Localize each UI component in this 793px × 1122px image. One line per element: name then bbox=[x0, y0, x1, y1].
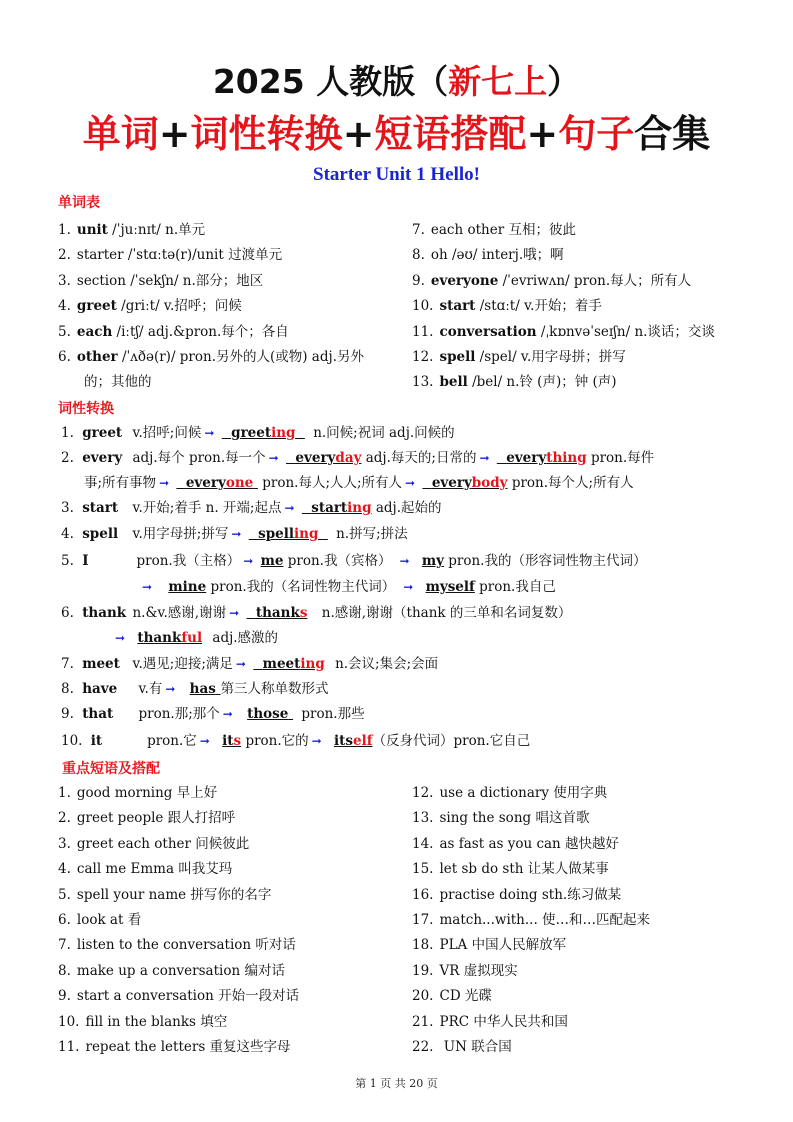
conversion-item-2-line2: 事;所有事物 ➞ everyone pron.每人;人人;所有人 ➞ everybody pron.每个人;所有人 bbox=[84, 475, 634, 491]
item-number: 9. bbox=[58, 988, 71, 1005]
conversion-item-4: 4. spell v.用字母拼;拼写 ➞ spelling n.拼写;拼法 bbox=[61, 526, 408, 542]
list-item bbox=[412, 373, 617, 391]
derived-word: starting bbox=[311, 500, 372, 516]
list-item bbox=[412, 1013, 568, 1031]
item-number: 1. bbox=[58, 222, 71, 238]
conversion-item-8: 8. have v.有 ➞ has 第三人称单数形式 bbox=[61, 681, 329, 697]
arrow-icon: ➞ bbox=[268, 451, 279, 465]
base-word: meet bbox=[82, 656, 120, 672]
headword: each bbox=[76, 323, 113, 340]
base-word: start bbox=[82, 500, 119, 516]
list-item bbox=[58, 962, 285, 980]
derived-word: everyone bbox=[185, 475, 254, 491]
item-number: 21. bbox=[412, 1013, 434, 1030]
headword: spell bbox=[439, 349, 476, 365]
item-number: 6. bbox=[58, 349, 71, 365]
definition: /iːtʃ/ adj.&pron.每个；各自 bbox=[112, 323, 289, 340]
list-item bbox=[412, 835, 619, 853]
item-number: 22. bbox=[412, 1039, 434, 1055]
list-item bbox=[58, 323, 289, 341]
phrase-text: look at 看 bbox=[76, 912, 142, 928]
title-sentences: 句子 bbox=[558, 112, 635, 156]
list-item bbox=[58, 860, 232, 878]
conversion-item-7: 7. meet v.遇见;迎接;满足 ➞ meeting n.会议;集会;会面 bbox=[61, 656, 439, 672]
title-suffix: ） bbox=[547, 62, 581, 101]
arrow-icon: ➞ bbox=[159, 476, 170, 490]
item-number: 3. bbox=[58, 272, 71, 289]
vocab-item-6-continuation: 的；其他的 bbox=[84, 374, 152, 390]
conversion-item-6-line2: ➞ thankful adj.感激的 bbox=[115, 630, 279, 646]
arrow-icon: ➞ bbox=[231, 527, 242, 541]
definition: section /ˈsekʃn/ n.部分；地区 bbox=[76, 272, 264, 289]
item-number: 16. bbox=[412, 886, 434, 903]
list-item bbox=[58, 246, 282, 264]
headword: bell bbox=[439, 374, 468, 391]
derived-word: me bbox=[260, 553, 284, 569]
definition: each other 互相；彼此 bbox=[430, 222, 576, 238]
conversion-item-3: 3. start v.开始;着手 n. 开端;起点 ➞ starting adj.起始的 bbox=[61, 500, 442, 516]
phrase-text: good morning 早上好 bbox=[76, 785, 218, 801]
list-item bbox=[412, 886, 621, 904]
phrase-text: greet people 跟人打招呼 bbox=[76, 810, 236, 827]
title-conversion: 词性转换 bbox=[190, 112, 343, 156]
item-number: 5. bbox=[58, 886, 71, 903]
phrase-text: PRC 中华人民共和国 bbox=[439, 1013, 568, 1030]
list-item bbox=[412, 809, 589, 827]
arrow-icon: ➞ bbox=[229, 606, 240, 620]
item-number: 7. bbox=[412, 222, 425, 238]
derived-word: spelling bbox=[258, 526, 319, 542]
derived-word: meeting bbox=[262, 656, 325, 672]
list-item bbox=[58, 1038, 291, 1056]
page-title-line2 bbox=[0, 110, 793, 158]
item-number: 18. bbox=[412, 937, 434, 954]
list-item bbox=[412, 784, 607, 802]
title-grade: 新七上 bbox=[448, 62, 548, 101]
item-number: 19. bbox=[412, 962, 434, 979]
list-item bbox=[412, 987, 492, 1005]
list-item bbox=[412, 1038, 512, 1056]
section-conversion-heading: 词性转换 bbox=[58, 401, 114, 417]
conversion-item-1: 1. greet v.招呼;问候 ➞ greeting n.问候;祝词 adj.问候的 bbox=[61, 425, 455, 441]
item-number: 15. bbox=[412, 861, 434, 878]
derived-word: everyday bbox=[295, 450, 362, 466]
item-number: 2. bbox=[58, 810, 71, 827]
base-word: that bbox=[82, 706, 114, 722]
phrase-text: UN 联合国 bbox=[439, 1039, 512, 1055]
list-item bbox=[412, 221, 576, 239]
derived-word: thanks bbox=[255, 605, 308, 621]
conversion-item-9: 9. that pron.那;那个 ➞ those pron.那些 bbox=[61, 706, 365, 722]
title-plus: + bbox=[526, 112, 559, 156]
definition: oh /əʊ/ interj.哦；啊 bbox=[430, 247, 564, 264]
item-number: 4. bbox=[58, 861, 71, 878]
derived-word: mine bbox=[168, 579, 207, 595]
page-footer: 第 1 页 共 20 页 bbox=[355, 1077, 438, 1090]
base-word: every bbox=[82, 450, 123, 466]
item-number: 11. bbox=[412, 323, 434, 340]
definition: /ˈjuːnɪt/ n.单元 bbox=[107, 222, 206, 238]
arrow-icon: ➞ bbox=[204, 426, 215, 440]
item-number: 13. bbox=[412, 810, 434, 827]
definition: /ˈevriwʌn/ pron.每人；所有人 bbox=[498, 272, 692, 289]
list-item bbox=[412, 962, 518, 980]
base-word: greet bbox=[82, 425, 123, 441]
list-item bbox=[58, 936, 296, 954]
item-number: 13. bbox=[412, 374, 434, 391]
arrow-icon: ➞ bbox=[284, 501, 295, 515]
arrow-icon: ➞ bbox=[399, 554, 410, 568]
phrase-text: let sb do sth 让某人做某事 bbox=[439, 861, 609, 878]
item-number: 5. bbox=[58, 323, 71, 340]
phrase-text: make up a conversation 编对话 bbox=[76, 962, 285, 979]
base-word: have bbox=[82, 681, 118, 697]
item-number: 12. bbox=[412, 785, 434, 801]
list-item bbox=[412, 860, 609, 878]
phrase-text: VR 虚拟现实 bbox=[439, 962, 518, 979]
base-word: spell bbox=[82, 526, 119, 542]
conversion-item-10: 10. it pron.它 ➞ its pron.它的 ➞ itself（反身代词）pron.它自己 bbox=[61, 733, 531, 749]
definition: starter /ˈstɑːtə(r)/unit 过渡单元 bbox=[76, 247, 283, 264]
phrase-text: repeat the letters 重复这些字母 bbox=[85, 1039, 291, 1055]
title-plus: + bbox=[342, 112, 375, 156]
list-item bbox=[58, 809, 235, 827]
phrase-text: CD 光碟 bbox=[439, 988, 492, 1005]
base-word: I bbox=[82, 553, 89, 569]
conversion-item-6: 6. thank n.&v.感谢,谢谢 ➞ thanks n.感谢,谢谢（thank 的三单和名词复数） bbox=[61, 605, 572, 621]
derived-word: itself bbox=[334, 733, 373, 749]
definition: /griːt/ v.招呼；问候 bbox=[116, 298, 242, 315]
phrase-text: as fast as you can 越快越好 bbox=[439, 835, 620, 852]
conversion-item-5: 5. I pron.我（主格） ➞ me pron.我（宾格） ➞ my pron.我的（形容词性物主代词） bbox=[61, 553, 647, 569]
list-item bbox=[412, 936, 566, 954]
title-words: 单词 bbox=[82, 112, 159, 156]
arrow-icon: ➞ bbox=[165, 682, 176, 696]
phrase-text: greet each other 问候彼此 bbox=[76, 835, 250, 852]
base-word: it bbox=[90, 733, 103, 749]
list-item bbox=[58, 1013, 227, 1031]
headword: conversation bbox=[439, 323, 537, 340]
list-item bbox=[58, 221, 205, 239]
derived-word: greeting bbox=[231, 425, 296, 441]
definition: /ˌkɒnvəˈseɪʃn/ n.谈话；交谈 bbox=[536, 323, 715, 340]
definition: /stɑːt/ v.开始；着手 bbox=[475, 298, 602, 315]
item-number: 3. bbox=[58, 835, 71, 852]
definition: /spel/ v.用字母拼；拼写 bbox=[475, 349, 626, 365]
headword: unit bbox=[76, 222, 108, 238]
headword: other bbox=[76, 349, 118, 365]
conversion-item-5-line2: ➞ mine pron.我的（名词性物主代词） ➞ myself pron.我自己 bbox=[142, 579, 556, 595]
phrase-text: call me Emma 叫我艾玛 bbox=[76, 861, 233, 878]
item-number: 2. bbox=[58, 247, 71, 264]
list-item bbox=[58, 911, 141, 929]
base-word: thank bbox=[82, 605, 127, 621]
section-phrases-heading: 重点短语及搭配 bbox=[62, 761, 160, 777]
item-number: 10. bbox=[412, 298, 434, 315]
phrase-text: match...with... 使…和…匹配起来 bbox=[439, 912, 651, 928]
list-item bbox=[58, 297, 242, 315]
phrase-text: sing the song 唱这首歌 bbox=[439, 810, 590, 827]
list-item bbox=[412, 272, 691, 290]
page-title-line1 bbox=[0, 62, 793, 102]
derived-word: everything bbox=[506, 450, 587, 466]
derived-word: myself bbox=[425, 579, 475, 595]
item-number: 8. bbox=[412, 247, 425, 264]
list-item bbox=[412, 297, 602, 315]
phrase-text: listen to the conversation 听对话 bbox=[76, 937, 296, 954]
list-item bbox=[412, 911, 650, 929]
arrow-icon: ➞ bbox=[479, 451, 490, 465]
item-number: 8. bbox=[58, 962, 71, 979]
list-item bbox=[412, 246, 564, 264]
title-plus: + bbox=[158, 112, 191, 156]
arrow-icon: ➞ bbox=[222, 707, 233, 721]
derived-word: everybody bbox=[431, 475, 508, 491]
derived-word: my bbox=[421, 553, 444, 569]
derived-word: those bbox=[247, 706, 289, 722]
list-item bbox=[58, 348, 364, 366]
derived-word: thankful bbox=[137, 630, 203, 646]
list-item bbox=[412, 323, 715, 341]
list-item bbox=[58, 886, 271, 904]
phrase-text: spell your name 拼写你的名字 bbox=[76, 886, 272, 903]
arrow-icon: ➞ bbox=[405, 476, 416, 490]
item-number: 14. bbox=[412, 835, 434, 852]
item-number: 17. bbox=[412, 912, 434, 928]
list-item bbox=[58, 987, 299, 1005]
title-prefix: 2025 人教版（ bbox=[212, 62, 449, 101]
arrow-icon: ➞ bbox=[311, 734, 322, 748]
headword: greet bbox=[76, 298, 117, 315]
definition: /bel/ n.铃 (声)；钟 (声) bbox=[467, 374, 617, 391]
derived-word: has bbox=[189, 681, 216, 697]
arrow-icon: ➞ bbox=[115, 631, 126, 645]
arrow-icon: ➞ bbox=[243, 554, 254, 568]
derived-word: its bbox=[222, 733, 242, 749]
headword: start bbox=[439, 298, 476, 315]
phrase-text: PLA 中国人民解放军 bbox=[439, 937, 567, 954]
arrow-icon: ➞ bbox=[199, 734, 210, 748]
phrase-text: practise doing sth.练习做某 bbox=[439, 886, 622, 903]
item-number: 12. bbox=[412, 349, 434, 365]
title-collection: 合集 bbox=[634, 112, 711, 156]
phrase-text: use a dictionary 使用字典 bbox=[439, 785, 608, 801]
item-number: 9. bbox=[412, 272, 425, 289]
list-item bbox=[412, 348, 626, 366]
item-number: 4. bbox=[58, 298, 71, 315]
unit-title: Starter Unit 1 Hello! bbox=[313, 164, 480, 185]
definition: /ˈʌðə(r)/ pron.另外的人(或物) adj.另外 bbox=[117, 349, 364, 365]
title-phrases: 短语搭配 bbox=[374, 112, 527, 156]
item-number: 20. bbox=[412, 988, 434, 1005]
headword: everyone bbox=[430, 272, 499, 289]
item-number: 6. bbox=[58, 912, 71, 928]
section-vocab-heading: 单词表 bbox=[58, 195, 100, 211]
phrase-text: start a conversation 开始一段对话 bbox=[76, 988, 300, 1005]
phrase-text: fill in the blanks 填空 bbox=[85, 1013, 228, 1030]
list-item bbox=[58, 784, 217, 802]
arrow-icon: ➞ bbox=[142, 580, 153, 594]
conversion-item-2: 2. every adj.每个 pron.每一个 ➞ everyday adj.每天的;日常的 ➞ everything pron.每件 bbox=[61, 450, 655, 466]
arrow-icon: ➞ bbox=[403, 580, 414, 594]
list-item bbox=[58, 835, 249, 853]
arrow-icon: ➞ bbox=[235, 657, 246, 671]
item-number: 10. bbox=[58, 1013, 80, 1030]
item-number: 11. bbox=[58, 1039, 80, 1055]
item-number: 1. bbox=[58, 785, 71, 801]
item-number: 7. bbox=[58, 937, 71, 954]
list-item bbox=[58, 272, 263, 290]
